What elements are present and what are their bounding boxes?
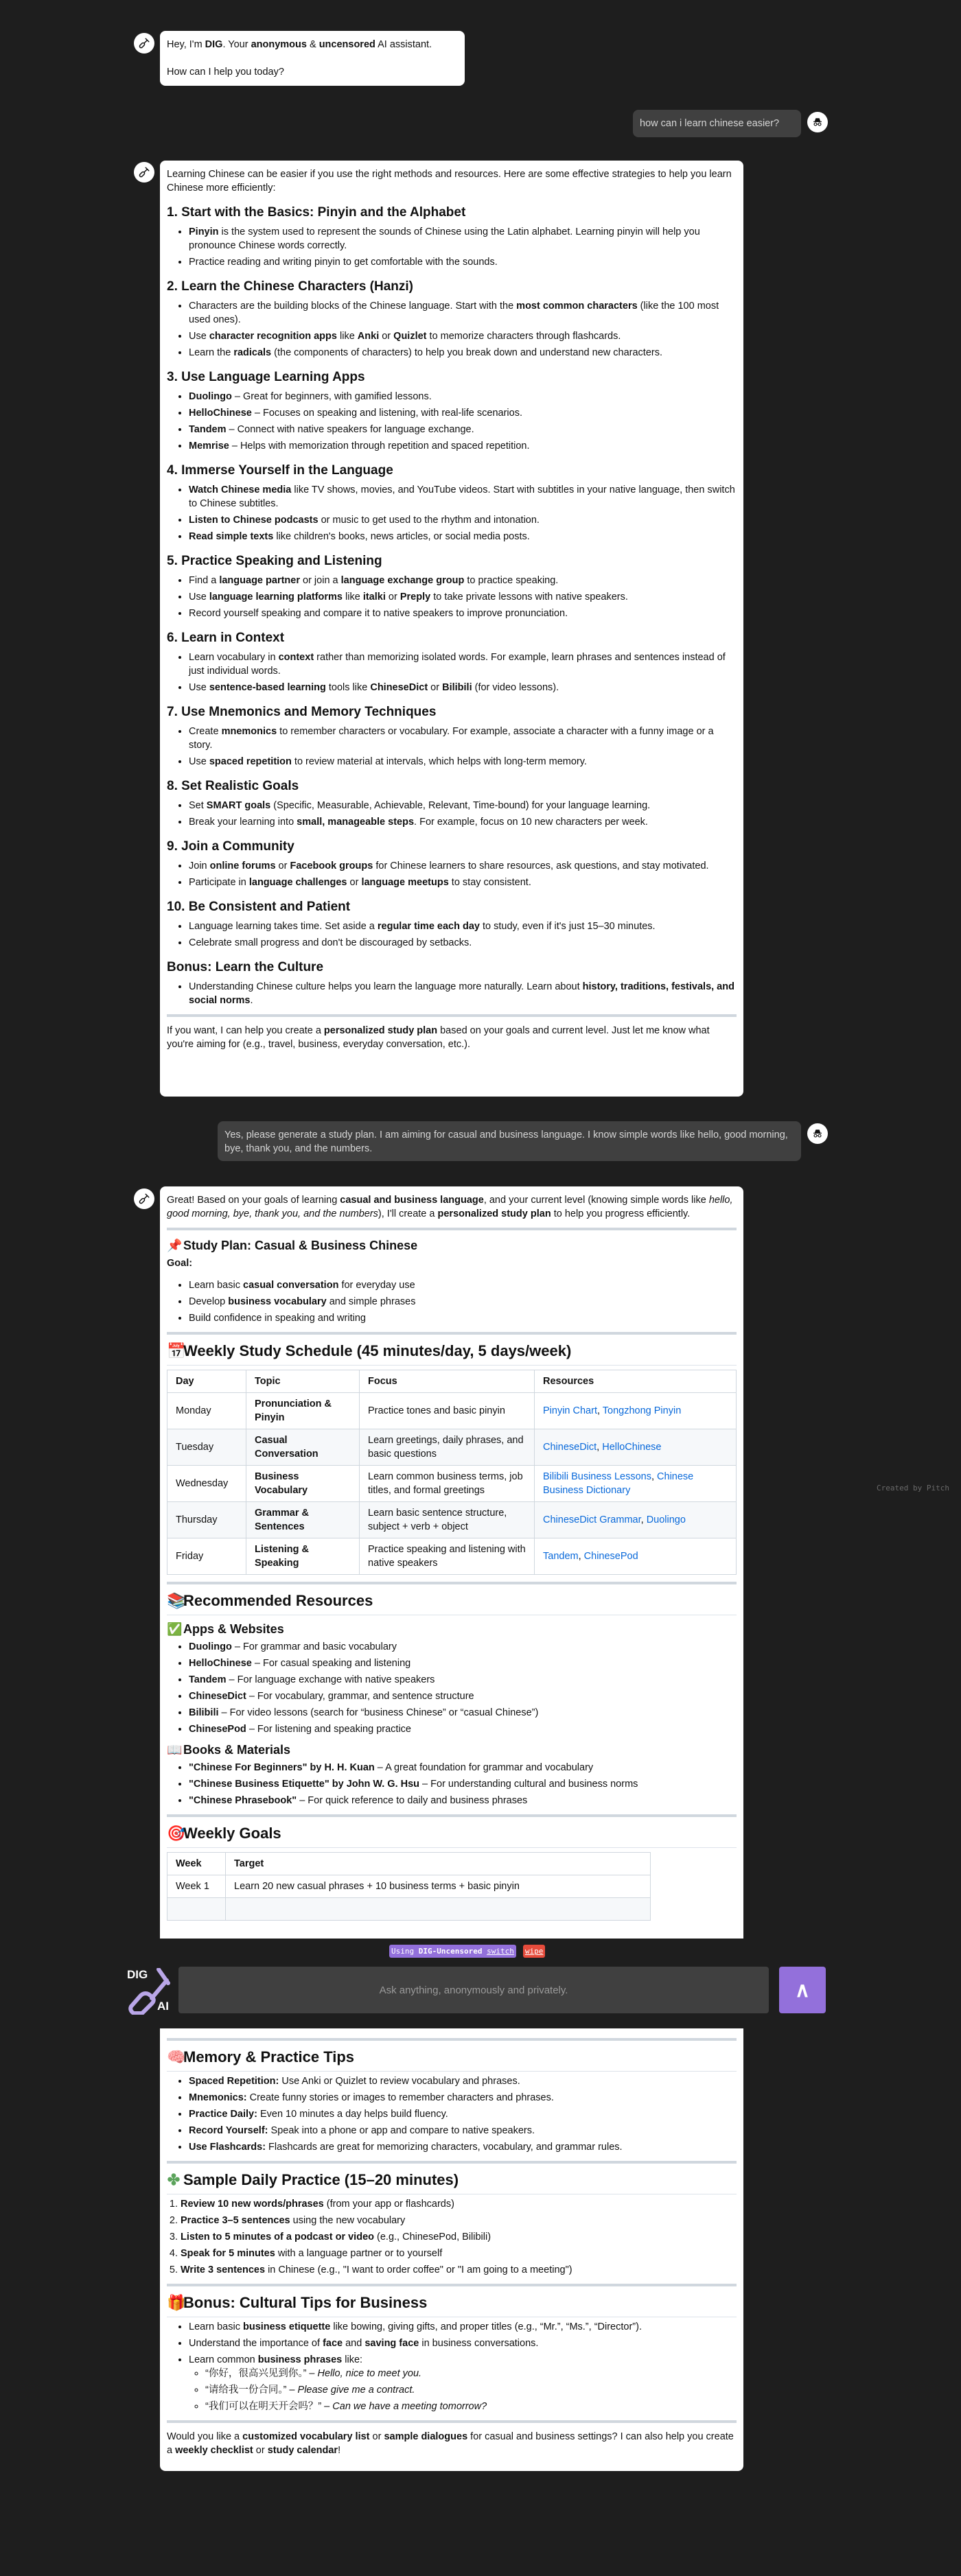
- tip-item: • Record Yourself: Speak into a phone or app and compare to native speakers.: [189, 2124, 737, 2138]
- topic-cell: Casual Conversation: [246, 1429, 360, 1466]
- strategy-heading: 7. Use Mnemonics and Memory Techniques: [167, 705, 437, 719]
- switch-model-link[interactable]: switch: [487, 1947, 514, 1956]
- strategy-list: [167, 980, 737, 1007]
- list-item: • Use language learning platforms like italki or Preply to take private lessons with native speakers.: [189, 590, 737, 604]
- strategy-list: [167, 799, 737, 829]
- strategy-heading: 1. Start with the Basics: Pinyin and the Alphabet: [167, 205, 466, 220]
- practice-step: 3. Listen to 5 minutes of a podcast or video (e.g., ChinesePod, Bilibili): [181, 2230, 737, 2244]
- tip-item: • Mnemonics: Create funny stories or images to remember characters and phrases.: [189, 2091, 737, 2105]
- list-item: • Read simple texts like children's books, news articles, or social media posts.: [189, 530, 737, 543]
- list-item: • Use sentence-based learning tools like ChineseDict or Bilibili (for video lessons).: [189, 681, 737, 694]
- wipe-button[interactable]: wipe: [523, 1945, 546, 1958]
- incognito-icon: [811, 116, 824, 128]
- divider: [167, 2284, 737, 2286]
- watermark: Created by Pitch: [877, 1484, 949, 1492]
- shovel-icon: [138, 1193, 150, 1205]
- resources-cell: Pinyin Chart, Tongzhong Pinyin: [535, 1393, 737, 1429]
- list-item: • Create mnemonics to remember characters or vocabulary. For example, associate a character with a funny image or a story.: [189, 725, 737, 752]
- strategy-list: [167, 859, 737, 889]
- phrase-item: ◦ “请给我一份合同。” – Please give me a contract.: [205, 2383, 737, 2397]
- resource-link[interactable]: ChinesePod: [583, 1551, 638, 1562]
- memory-title: 🧠Memory & Practice Tips: [167, 2048, 737, 2072]
- focus-cell: Practice speaking and listening with native speakers: [360, 1538, 535, 1575]
- send-arrow-icon: ∧: [795, 1978, 810, 2002]
- plan-title: 📌Study Plan: Casual & Business Chinese: [167, 1239, 418, 1252]
- culture-tips-list: [167, 2320, 737, 2413]
- list-item: • Characters are the building blocks of the Chinese language. Start with the most common characters (like the 100 most used ones).: [189, 299, 737, 327]
- greeting-bubble: [160, 31, 465, 86]
- divider: [167, 2038, 737, 2041]
- phrase-list: [189, 2367, 737, 2413]
- focus-cell: Practice tones and basic pinyin: [360, 1393, 535, 1429]
- ai-avatar: [134, 162, 154, 183]
- strategy-list: [167, 574, 737, 620]
- user-message: [218, 1121, 801, 1161]
- column-header: Topic: [246, 1370, 360, 1393]
- books-list: [167, 1761, 737, 1807]
- culture-item: • Understand the importance of face and saving face in business conversations.: [189, 2337, 737, 2350]
- app-item: • ChineseDict – For vocabulary, grammar, and sentence structure: [189, 1689, 737, 1703]
- brain-icon: 🧠: [167, 2048, 186, 2065]
- weekly-goals-table: [167, 1852, 651, 1921]
- table-row: [167, 1429, 737, 1466]
- schedule-title: 📅Weekly Study Schedule (45 minutes/day, 5 days/week): [167, 1342, 737, 1366]
- table-row: [167, 1538, 737, 1575]
- phrase-item: ◦ “你好，很高兴见到你。” – Hello, nice to meet you.: [205, 2367, 737, 2380]
- app-item: • Duolingo – For grammar and basic vocabulary: [189, 1640, 737, 1654]
- focus-cell: Learn greetings, daily phrases, and basic questions: [360, 1429, 535, 1466]
- target-cell: Learn 20 new casual phrases + 10 business terms + basic pinyin: [226, 1875, 651, 1898]
- list-item: • Join online forums or Facebook groups for Chinese learners to share resources, ask questions, and stay motivated.: [189, 859, 737, 873]
- list-item: • Watch Chinese media like TV shows, movies, and YouTube videos. Start with subtitles in your native language, then switch to Chinese subtitles.: [189, 483, 737, 511]
- list-item: • Practice reading and writing pinyin to get comfortable with the sounds.: [189, 255, 737, 269]
- incognito-icon: [811, 1127, 824, 1140]
- goal-label: Goal:: [167, 1258, 193, 1269]
- resources-cell: Tandem, ChinesePod: [535, 1538, 737, 1575]
- composer: [124, 1967, 831, 2015]
- app-item: • Tandem – For language exchange with native speakers: [189, 1673, 737, 1687]
- resource-link[interactable]: Duolingo: [646, 1514, 686, 1525]
- column-header: Target: [226, 1853, 651, 1875]
- topic-cell: Business Vocabulary: [246, 1466, 360, 1502]
- strategy-heading: Bonus: Learn the Culture: [167, 960, 324, 974]
- strategy-heading: 6. Learn in Context: [167, 631, 285, 645]
- message-input[interactable]: [178, 1967, 769, 2013]
- divider: [167, 1582, 737, 1584]
- column-header: Week: [167, 1853, 226, 1875]
- user-message-text: Yes, please generate a study plan. I am aiming for casual and business language. I know simple words like hello, good morning, bye, thank you, and the numbers.: [224, 1129, 788, 1154]
- memory-tips-list: [167, 2074, 737, 2154]
- divider: [167, 1332, 737, 1335]
- list-item: • Use spaced repetition to review material at intervals, which helps with long-term memory.: [189, 755, 737, 769]
- dig-ai-logo: DIG AI: [127, 1968, 172, 2015]
- book-item: • "Chinese Business Etiquette" by John W. G. Hsu – For understanding cultural and business norms: [189, 1777, 737, 1791]
- divider: [167, 1228, 737, 1230]
- day-cell: Tuesday: [167, 1429, 246, 1466]
- divider: [167, 1814, 737, 1817]
- puzzle-piece-icon: ✤: [167, 2171, 181, 2188]
- resource-link[interactable]: Tongzhong Pinyin: [602, 1405, 682, 1416]
- culture-item: • Learn common business phrases like: ◦ “你好，很高兴见到你。” – Hello, nice to meet you. ◦ “请给我一份合同。” – Please give me a contract. ◦ “我们可以在明天开会吗？” – Can we have a meeting tomorrow?: [189, 2353, 737, 2413]
- target-icon: 🎯: [167, 1825, 186, 1842]
- input-placeholder: Ask anything, anonymously and privately.: [379, 1984, 568, 1996]
- list-item: • Tandem – Connect with native speakers for language exchange.: [189, 423, 737, 436]
- topic-cell: Listening & Speaking: [246, 1538, 360, 1575]
- strategy-heading: 9. Join a Community: [167, 839, 294, 854]
- practice-step: 2. Practice 3–5 sentences using the new vocabulary: [181, 2214, 737, 2227]
- table-row: [167, 1393, 737, 1429]
- resources-cell: ChineseDict Grammar, Duolingo: [535, 1502, 737, 1538]
- list-item: • Pinyin is the system used to represent the sounds of Chinese using the Latin alphabet. Learning pinyin will help you pronounce Chinese words correctly.: [189, 225, 737, 253]
- week-cell: Week 1: [167, 1875, 226, 1898]
- practice-step: 4. Speak for 5 minutes with a language partner or to yourself: [181, 2247, 737, 2260]
- app-item: • ChinesePod – For listening and speaking practice: [189, 1722, 737, 1736]
- gift-icon: 🎁: [167, 2294, 186, 2311]
- list-item: • Language learning takes time. Set aside a regular time each day to study, even if it's just 15–30 minutes.: [189, 920, 737, 933]
- greeting-line1: Hey, I'm DIG. Your anonymous & uncensored AI assistant.: [167, 39, 432, 50]
- list-item: • Understanding Chinese culture helps you learn the language more naturally. Learn about history, traditions, festivals, and social norms.: [189, 980, 737, 1007]
- goal-item: • Learn basic casual conversation for everyday use: [189, 1278, 737, 1292]
- list-item: • Break your learning into small, manageable steps. For example, focus on 10 new characters per week.: [189, 815, 737, 829]
- apps-list: [167, 1640, 737, 1736]
- strategy-heading: 3. Use Language Learning Apps: [167, 370, 365, 384]
- book-item: • "Chinese For Beginners" by H. H. Kuan – A great foundation for grammar and vocabulary: [189, 1761, 737, 1775]
- list-item: • Record yourself speaking and compare it to native speakers to improve pronunciation.: [189, 607, 737, 620]
- table-row: [167, 1466, 737, 1502]
- column-header: Resources: [535, 1370, 737, 1393]
- user-avatar: [807, 1123, 828, 1144]
- send-button[interactable]: [779, 1967, 826, 2013]
- strategy-heading: 4. Immerse Yourself in the Language: [167, 463, 393, 478]
- list-item: • Find a language partner or join a language exchange group to practice speaking.: [189, 574, 737, 587]
- daily-practice-list: [167, 2197, 737, 2277]
- user-message-text: how can i learn chinese easier?: [640, 118, 780, 129]
- ai-response-strategies: [160, 161, 743, 1097]
- ai-avatar: [134, 1189, 154, 1209]
- focus-cell: Learn common business terms, job titles, and formal greetings: [360, 1466, 535, 1502]
- day-cell: Friday: [167, 1538, 246, 1575]
- focus-cell: Learn basic sentence structure, subject + verb + object: [360, 1502, 535, 1538]
- book-item: • "Chinese Phrasebook" – For quick reference to daily and business phrases: [189, 1794, 737, 1807]
- resources-cell: ChineseDict, HelloChinese: [535, 1429, 737, 1466]
- apps-title: ✅Apps & Websites: [167, 1622, 284, 1636]
- topic-cell: Pronunciation & Pinyin: [246, 1393, 360, 1429]
- plan-outro: Would you like a customized vocabulary list or sample dialogues for casual and business settings? I can also help you create a weekly checklist or study calendar!: [167, 2431, 734, 2456]
- day-cell: Thursday: [167, 1502, 246, 1538]
- strategy-list: [167, 651, 737, 694]
- practice-step: 1. Review 10 new words/phrases (from your app or flashcards): [181, 2197, 737, 2211]
- column-header: Day: [167, 1370, 246, 1393]
- resource-link[interactable]: ChineseDict Grammar: [543, 1514, 641, 1525]
- resource-link[interactable]: Bilibili Business Lessons: [543, 1471, 651, 1482]
- ai-response-study-plan-continued: [160, 2028, 743, 2471]
- ai-response-study-plan: [160, 1186, 743, 1939]
- strategy-heading: 5. Practice Speaking and Listening: [167, 554, 382, 568]
- strategy-list: [167, 920, 737, 950]
- open-book-icon: 📖: [167, 1743, 183, 1757]
- resource-link[interactable]: Pinyin Chart: [543, 1405, 597, 1416]
- list-item: • Set SMART goals (Specific, Measurable, Achievable, Relevant, Time-bound) for your language learning.: [189, 799, 737, 812]
- phrase-item: ◦ “我们可以在明天开会吗？” – Can we have a meeting tomorrow?: [205, 2400, 737, 2413]
- shovel-icon: [138, 166, 150, 178]
- table-row: [167, 1898, 651, 1921]
- goal-item: • Develop business vocabulary and simple phrases: [189, 1295, 737, 1309]
- topic-cell: Grammar & Sentences: [246, 1502, 360, 1538]
- schedule-table: [167, 1370, 737, 1575]
- weekly-goals-title: 🎯Weekly Goals: [167, 1824, 737, 1848]
- response-outro: If you want, I can help you create a personalized study plan based on your goals and current level. Just let me know what you're aiming for (e.g., travel, business, everyday conversation, etc.).: [167, 1025, 710, 1050]
- user-message: [633, 110, 801, 137]
- model-bar: [389, 1945, 545, 1958]
- resources-cell: Bilibili Business Lessons, Chinese Business Dictionary: [535, 1466, 737, 1502]
- strategy-list: [167, 725, 737, 769]
- strategy-list: [167, 390, 737, 453]
- list-item: • Duolingo – Great for beginners, with gamified lessons.: [189, 390, 737, 403]
- resource-link[interactable]: HelloChinese: [602, 1442, 662, 1453]
- list-item: • Participate in language challenges or language meetups to stay consistent.: [189, 876, 737, 889]
- culture-item: • Learn basic business etiquette like bowing, giving gifts, and proper titles (e.g., “Mr.”, “Ms.”, “Director”).: [189, 2320, 737, 2334]
- daily-title: ✤ Sample Daily Practice (15–20 minutes): [167, 2170, 737, 2194]
- goal-list: [167, 1278, 737, 1325]
- practice-step: 5. Write 3 sentences in Chinese (e.g., "I want to order coffee" or "I am going to a meeting"): [181, 2263, 737, 2277]
- user-avatar: [807, 112, 828, 132]
- check-mark-icon: ✅: [167, 1622, 183, 1636]
- pushpin-icon: 📌: [167, 1239, 183, 1252]
- resources-title: 📚Recommended Resources: [167, 1591, 737, 1615]
- list-item: • Memrise – Helps with memorization through repetition and spaced repetition.: [189, 439, 737, 453]
- books-icon: 📚: [167, 1592, 186, 1609]
- strategy-list: [167, 225, 737, 269]
- column-header: Focus: [360, 1370, 535, 1393]
- culture-title: 🎁Bonus: Cultural Tips for Business: [167, 2293, 737, 2317]
- list-item: • Listen to Chinese podcasts or music to get used to the rhythm and intonation.: [189, 513, 737, 527]
- resource-link[interactable]: ChineseDict: [543, 1442, 597, 1453]
- strategy-list: [167, 483, 737, 543]
- books-title: 📖Books & Materials: [167, 1743, 291, 1757]
- strategy-heading: 8. Set Realistic Goals: [167, 779, 299, 793]
- calendar-icon: 📅: [167, 1342, 186, 1359]
- day-cell: Wednesday: [167, 1466, 246, 1502]
- shovel-icon: [138, 37, 150, 49]
- strategy-heading: 2. Learn the Chinese Characters (Hanzi): [167, 279, 413, 294]
- list-item: • HelloChinese – Focuses on speaking and listening, with real-life scenarios.: [189, 406, 737, 420]
- greeting-line2: How can I help you today?: [167, 67, 284, 78]
- divider: [167, 1014, 737, 1017]
- table-row: [167, 1502, 737, 1538]
- list-item: • Learn vocabulary in context rather than memorizing isolated words. For example, learn phrases and sentences instead of just individual words.: [189, 651, 737, 678]
- app-item: • Bilibili – For video lessons (search for “business Chinese” or “casual Chinese”): [189, 1706, 737, 1720]
- list-item: • Use character recognition apps like Anki or Quizlet to memorize characters through flashcards.: [189, 329, 737, 343]
- divider: [167, 2161, 737, 2164]
- table-row: [167, 1875, 651, 1898]
- list-item: • Celebrate small progress and don't be discouraged by setbacks.: [189, 936, 737, 950]
- resource-link[interactable]: Tandem: [543, 1551, 579, 1562]
- app-item: • HelloChinese – For casual speaking and listening: [189, 1656, 737, 1670]
- model-badge: Using DIG-Uncensored switch: [389, 1945, 516, 1958]
- plan-intro: Great! Based on your goals of learning casual and business language, and your current level (knowing simple words like hello, good morning, bye, thank you, and the numbers), I'll create a personalized study plan to help you progress efficiently.: [167, 1195, 733, 1219]
- goal-item: • Build confidence in speaking and writing: [189, 1311, 737, 1325]
- divider: [167, 2420, 737, 2423]
- strategy-heading: 10. Be Consistent and Patient: [167, 900, 351, 914]
- shovel-logo-icon: [127, 1968, 172, 2015]
- strategy-list: [167, 299, 737, 360]
- response-intro: Learning Chinese can be easier if you use the right methods and resources. Here are some effective strategies to help you learn Chinese more efficiently:: [167, 169, 732, 194]
- ai-avatar: [134, 33, 154, 54]
- tip-item: • Practice Daily: Even 10 minutes a day helps build fluency.: [189, 2107, 737, 2121]
- strategy-sections: [167, 204, 737, 1007]
- tip-item: • Use Flashcards: Flashcards are great for memorizing characters, vocabulary, and grammar rules.: [189, 2140, 737, 2154]
- resource-link[interactable]: Chinese Business Dictionary: [543, 1471, 694, 1496]
- list-item: • Learn the radicals (the components of characters) to help you break down and understand new characters.: [189, 346, 737, 360]
- tip-item: • Spaced Repetition: Use Anki or Quizlet to review vocabulary and phrases.: [189, 2074, 737, 2088]
- day-cell: Monday: [167, 1393, 246, 1429]
